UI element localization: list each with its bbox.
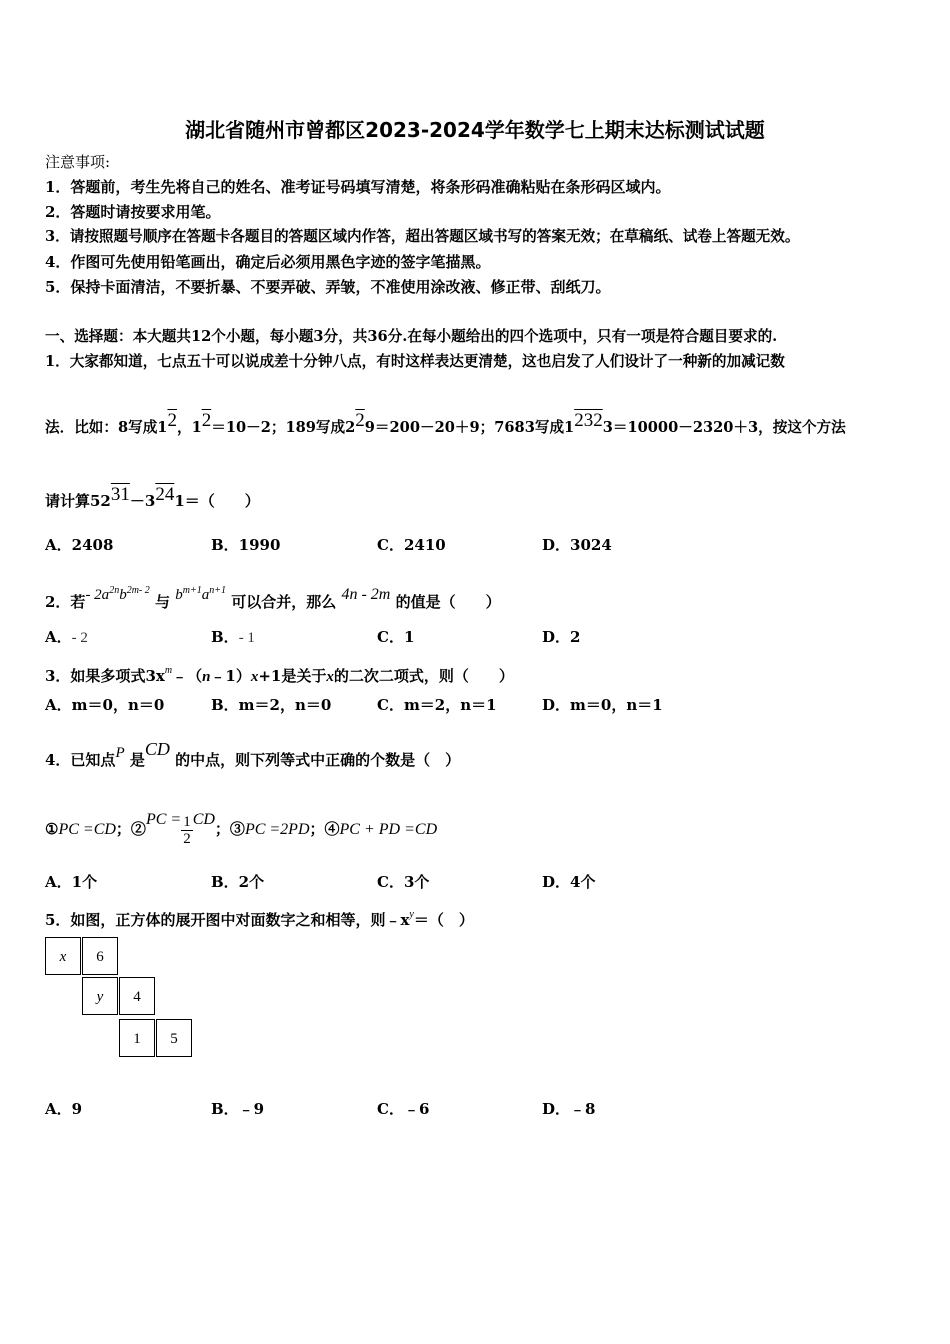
- question-2: [45, 576, 501, 617]
- q3-option-c: C．m＝2，n＝1: [377, 696, 497, 714]
- q4-equation: PC =: [145, 811, 182, 828]
- q1-text: －3: [129, 492, 156, 510]
- q3-text: 的二次二项式，则（ ）: [333, 667, 514, 685]
- q2-text: 与: [154, 593, 170, 611]
- q4-fraction: [181, 814, 193, 847]
- q2-math: a: [201, 587, 210, 603]
- question-3: [45, 661, 514, 687]
- q3-var: x: [326, 669, 334, 685]
- cube-face-y: y: [82, 977, 118, 1015]
- cube-face-5: 5: [156, 1019, 192, 1057]
- q4-option-c: C．3个: [377, 873, 430, 891]
- q3-var: x: [250, 669, 259, 685]
- q1-text: ，1: [176, 419, 202, 436]
- cube-face-6: 6: [82, 937, 118, 975]
- q5-text: ＝（ ）: [413, 911, 474, 929]
- q1-overline: 2: [167, 410, 177, 431]
- q2-option-value: - 2: [71, 630, 88, 646]
- q4-marker: ①: [45, 820, 59, 838]
- note-item: 4．作图可先使用铅笔画出，确定后必须用黑色字迹的签字笔描黑。: [45, 253, 491, 271]
- q1-text: 法．比如：8写成1: [45, 419, 168, 436]
- q2-text: 的值是（ ）: [395, 593, 501, 611]
- q4-math: P: [115, 745, 125, 761]
- question-4-statements: [45, 798, 438, 847]
- question-1-line1: 1．大家都知道，七点五十可以说成差十分钟八点，有时这样表达更清楚，这也启发了人们设计了一种新的加减记数: [45, 353, 785, 370]
- q3-text: +1是关于: [258, 667, 327, 685]
- q2-text: 可以合并，那么: [231, 593, 337, 611]
- q5-option-d: D．﹣8: [542, 1100, 596, 1118]
- q1-text: 9＝200－20＋9；7683写成1: [364, 419, 575, 436]
- question-1-line3: [45, 480, 260, 516]
- q4-text: 是: [129, 751, 145, 769]
- q2-option-b: [211, 627, 255, 648]
- q1-overline: 2: [201, 410, 212, 431]
- q2-option-a: [45, 627, 88, 648]
- question-1-line2: [45, 406, 846, 443]
- q4-equation: PC =CD: [58, 821, 116, 838]
- q3-sup: m: [164, 665, 173, 676]
- q1-option-a: A．2408: [45, 536, 114, 554]
- q5-sup: y: [409, 909, 414, 920]
- q4-option-a: A．1个: [45, 873, 98, 891]
- q4-equation: CD: [192, 811, 215, 828]
- q2-sup: 2m- 2: [126, 585, 150, 596]
- q2-math: b: [119, 587, 127, 603]
- q2-option-value: - 1: [238, 630, 255, 646]
- q5-text: 5．如图，正方体的展开图中对面数字之和相等，则﹣x: [45, 911, 410, 929]
- cube-face-1: 1: [119, 1019, 155, 1057]
- q3-text: ﹣1）: [210, 667, 251, 685]
- cube-net-figure: [45, 937, 195, 1062]
- page-title: 湖北省随州市曾都区2023-2024学年数学七上期末达标测试试题: [185, 118, 765, 142]
- q5-option-c: C．﹣6: [377, 1100, 430, 1118]
- q1-overline: 2: [355, 410, 365, 431]
- q3-text: 3．如果多项式3x: [45, 667, 165, 685]
- q2-math: b: [175, 587, 183, 603]
- q2-sup: 2n: [109, 585, 120, 596]
- q4-option-d: D．4个: [542, 873, 596, 891]
- q3-var: n: [202, 669, 211, 685]
- fraction-numerator: 1: [183, 813, 191, 830]
- note-item: 1．答题前，考生先将自己的姓名、准考证号码填写清楚，将条形码准确粘贴在条形码区域内。: [45, 178, 671, 196]
- q2-sup: m+1: [182, 585, 202, 596]
- q1-overline: 232: [574, 410, 603, 431]
- q4-equation: PC + PD =CD: [339, 821, 438, 838]
- q2-option-d: D．2: [542, 628, 581, 646]
- q2-math: 4n - 2m: [341, 586, 391, 603]
- q5-option-b: B．﹣9: [211, 1100, 265, 1118]
- note-item: 2．答题时请按要求用笔。: [45, 203, 221, 221]
- q1-overline: 24: [155, 484, 175, 505]
- q4-math: CD: [144, 739, 170, 759]
- q1-option-b: B．1990: [211, 536, 281, 554]
- q1-overline: 31: [110, 484, 130, 505]
- q2-option-c: C．1: [377, 628, 415, 646]
- q3-option-d: D．m＝0，n＝1: [542, 696, 663, 714]
- section-heading: 一、选择题：本大题共12个小题，每小题3分，共36分.在每小题给出的四个选项中，只有一项是符合题目要求的.: [45, 328, 778, 345]
- q4-text: 的中点，则下列等式中正确的个数是（ ）: [175, 751, 461, 769]
- q4-marker: ；④: [309, 820, 340, 838]
- question-5: [45, 905, 474, 930]
- q1-text: 3＝10000－2320＋3，按这个方法: [602, 419, 846, 436]
- note-item: 5．保持卡面清洁，不要折暴、不要弄破、弄皱，不准使用涂改液、修正带、刮纸刀。: [45, 278, 611, 296]
- q1-text: 1＝（ ）: [174, 492, 260, 510]
- q4-marker: ；③: [214, 820, 245, 838]
- q1-option-d: D．3024: [542, 536, 612, 554]
- notes-heading: 注意事项:: [45, 153, 111, 171]
- q4-option-b: B．2个: [211, 873, 265, 891]
- cube-face-x: x: [45, 937, 81, 975]
- q4-equation: PC =2PD: [244, 821, 310, 838]
- fraction-denominator: 2: [183, 830, 191, 847]
- q2-text: 2．若: [45, 593, 86, 611]
- q3-option-b: B．m＝2，n＝0: [211, 696, 332, 714]
- q4-marker: ；②: [115, 820, 146, 838]
- q2-math: - 2a: [85, 587, 110, 603]
- cube-face-4: 4: [119, 977, 155, 1015]
- q1-text: ＝10－2；189写成2: [211, 419, 356, 436]
- q2-sup: n+1: [209, 585, 226, 596]
- question-4: [45, 734, 460, 775]
- q3-text: ﹣（: [172, 667, 203, 685]
- q3-option-a: A．m＝0，n＝0: [45, 696, 165, 714]
- q1-option-c: C．2410: [377, 536, 446, 554]
- note-item: 3．请按照题号顺序在答题卡各题目的答题区域内作答，超出答题区域书写的答案无效；在草稿纸、试卷上答题无效。: [45, 228, 800, 245]
- q4-text: 4．已知点: [45, 751, 116, 769]
- q1-text: 请计算52: [45, 492, 111, 510]
- q5-option-a: A．9: [45, 1100, 83, 1118]
- q2-option-label: A．: [45, 628, 72, 646]
- q2-option-label: B．: [211, 628, 239, 646]
